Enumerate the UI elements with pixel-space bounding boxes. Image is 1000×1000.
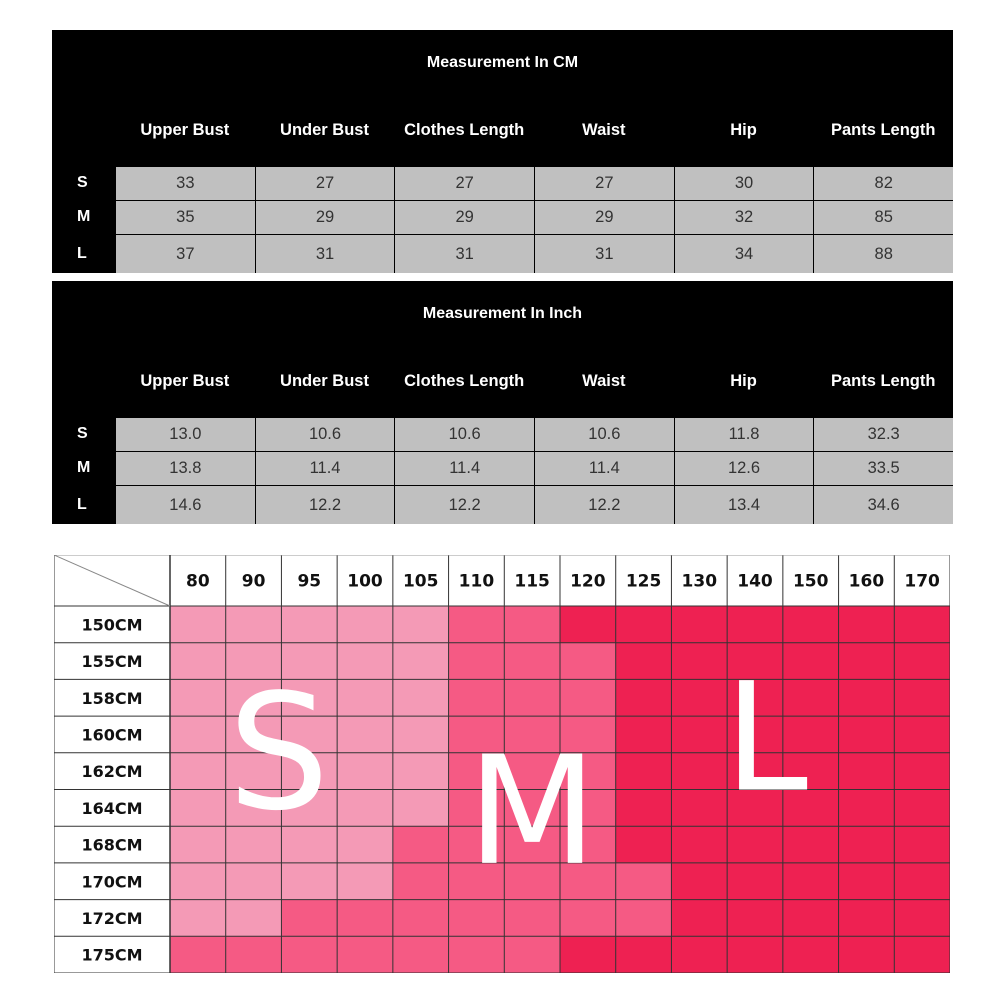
table-header-row (115, 372, 953, 391)
measurement-table-inch (52, 281, 953, 524)
grid-cell (839, 679, 895, 716)
grid-cell (504, 643, 560, 680)
grid-cell (671, 936, 727, 973)
height-header: 162CM (81, 762, 143, 782)
grid-cell (337, 790, 393, 827)
grid-cell (337, 679, 393, 716)
table-row (52, 451, 953, 485)
weight-header: 120 (570, 571, 606, 592)
grid-cell (727, 900, 783, 937)
table-row (52, 166, 953, 200)
grid-cell (504, 606, 560, 643)
grid-cell (616, 679, 672, 716)
grid-cell (671, 900, 727, 937)
grid-cell (170, 716, 226, 753)
grid-cell (393, 716, 449, 753)
grid-cell (393, 790, 449, 827)
size-label: S (77, 174, 88, 191)
grid-cell (504, 900, 560, 937)
table-cell: 31 (535, 234, 674, 273)
table-cell: 31 (256, 234, 395, 273)
height-header: 160CM (81, 725, 143, 745)
grid-cell (671, 643, 727, 680)
table-cell: 13.4 (675, 485, 814, 524)
grid-cell (839, 790, 895, 827)
grid-cell (504, 936, 560, 973)
size-label: L (77, 244, 87, 262)
grid-cell (894, 936, 950, 973)
grid-cell (337, 716, 393, 753)
table-cell: 82 (814, 166, 953, 200)
grid-cell (226, 863, 282, 900)
weight-header: 115 (514, 571, 550, 592)
table-row (52, 234, 953, 273)
grid-cell (783, 606, 839, 643)
grid-cell (393, 863, 449, 900)
table-cell: 32.3 (814, 417, 953, 451)
grid-cell (170, 606, 226, 643)
grid-cell (337, 900, 393, 937)
column-header: Upper Bust (140, 121, 230, 139)
table-title: Measurement In CM (426, 54, 579, 71)
table-cell: 27 (535, 166, 674, 200)
table-cell: 29 (395, 200, 534, 234)
size-label: M (77, 208, 91, 225)
column-header: Clothes Length (404, 372, 525, 390)
table-cell: 32 (675, 200, 814, 234)
size-label: S (77, 425, 88, 442)
weight-header: 150 (792, 571, 829, 592)
table-cell: 27 (256, 166, 395, 200)
weight-header: 105 (402, 571, 439, 592)
height-header: 170CM (81, 872, 143, 892)
column-header: Pants Length (830, 372, 936, 390)
table-cell: 11.4 (395, 451, 534, 485)
grid-cell (337, 863, 393, 900)
column-header: Waist (582, 121, 626, 139)
table-cell: 12.2 (535, 485, 674, 524)
grid-cell (449, 606, 505, 643)
grid-cell (727, 826, 783, 863)
grid-cell (894, 900, 950, 937)
table-header-row (115, 121, 953, 140)
table-cell: 29 (535, 200, 674, 234)
table-row (52, 200, 953, 234)
grid-cell (894, 826, 950, 863)
grid-cell (170, 753, 226, 790)
weight-header: 80 (186, 571, 210, 592)
table-cell: 30 (675, 166, 814, 200)
grid-cell (449, 936, 505, 973)
grid-cell (671, 679, 727, 716)
table-cell: 34.6 (814, 485, 953, 524)
table-cell: 13.0 (116, 417, 255, 451)
weight-header: 110 (458, 571, 495, 592)
height-header: 164CM (81, 798, 143, 818)
grid-cell (894, 679, 950, 716)
table-cell: 33.5 (814, 451, 953, 485)
column-header: Under Bust (280, 372, 369, 390)
grid-cell (616, 790, 672, 827)
grid-cell (839, 606, 895, 643)
grid-cell (839, 753, 895, 790)
table-cell: 85 (814, 200, 953, 234)
grid-cell (393, 643, 449, 680)
weight-header: 130 (681, 571, 718, 592)
grid-cell (337, 936, 393, 973)
grid-cell (839, 643, 895, 680)
weight-header: 95 (297, 571, 322, 592)
weight-header: 170 (904, 571, 940, 592)
size-label: L (77, 495, 87, 513)
grid-cell (727, 936, 783, 973)
weight-header: 140 (737, 571, 773, 592)
table-cell: 11.4 (535, 451, 674, 485)
grid-cell (616, 900, 672, 937)
grid-cell (170, 863, 226, 900)
table-cell: 12.2 (256, 485, 395, 524)
table-cell: 29 (256, 200, 395, 234)
grid-cell (616, 643, 672, 680)
table-cell: 35 (116, 200, 255, 234)
grid-cell (839, 863, 895, 900)
grid-cell (671, 826, 727, 863)
grid-cell (337, 643, 393, 680)
height-header: 155CM (81, 652, 143, 672)
grid-cell (839, 716, 895, 753)
grid-cell (616, 753, 672, 790)
table-row (52, 417, 953, 451)
grid-cell (783, 826, 839, 863)
grid-cell (671, 606, 727, 643)
grid-cell (894, 606, 950, 643)
grid-cell (894, 716, 950, 753)
table-cell: 14.6 (116, 485, 255, 524)
grid-cell (616, 606, 672, 643)
height-header: 175CM (81, 945, 143, 965)
weight-header: 90 (241, 571, 266, 592)
measurement-table-cm (52, 30, 953, 273)
grid-cell (393, 606, 449, 643)
column-header: Pants Length (830, 121, 936, 139)
height-header: 172CM (81, 908, 143, 928)
size-grid-svg (54, 555, 950, 973)
column-header: Hip (730, 121, 757, 139)
size-label-l: L (724, 651, 808, 826)
grid-cell (894, 753, 950, 790)
table-cell: 10.6 (256, 417, 395, 451)
table-cell: 11.4 (256, 451, 395, 485)
grid-cell (839, 826, 895, 863)
size-recommendation-grid (54, 555, 950, 973)
grid-cell (616, 826, 672, 863)
grid-cell (727, 606, 783, 643)
grid-cell (281, 606, 337, 643)
grid-cell (226, 900, 282, 937)
table-cell: 10.6 (535, 417, 674, 451)
table-cell: 31 (395, 234, 534, 273)
grid-cell (449, 679, 505, 716)
weight-header: 100 (347, 571, 383, 592)
table-cell: 12.6 (675, 451, 814, 485)
table-cell: 37 (116, 234, 255, 273)
grid-cell (170, 790, 226, 827)
grid-cell (226, 936, 282, 973)
table-cell: 33 (116, 166, 255, 200)
size-label-m: M (467, 724, 597, 899)
column-header: Clothes Length (404, 121, 525, 139)
grid-cell (281, 863, 337, 900)
grid-cell (281, 900, 337, 937)
table-cell: 34 (675, 234, 814, 273)
height-header: 168CM (81, 835, 143, 855)
grid-cell (170, 679, 226, 716)
grid-cell (560, 679, 616, 716)
grid-cell (393, 679, 449, 716)
grid-cell (727, 863, 783, 900)
grid-cell (671, 863, 727, 900)
grid-cell (671, 753, 727, 790)
grid-cell (337, 753, 393, 790)
grid-cell (783, 863, 839, 900)
grid-cell (281, 936, 337, 973)
grid-cell (560, 606, 616, 643)
grid-cell (894, 863, 950, 900)
table-row (52, 485, 953, 524)
grid-cell (170, 936, 226, 973)
grid-cell (671, 716, 727, 753)
grid-cell (449, 643, 505, 680)
grid-cell (616, 863, 672, 900)
height-header: 150CM (81, 615, 143, 635)
grid-cell (393, 936, 449, 973)
grid-cell (170, 643, 226, 680)
column-header: Under Bust (280, 121, 369, 139)
column-header: Waist (582, 372, 626, 390)
table-cell: 27 (395, 166, 534, 200)
grid-cell (783, 900, 839, 937)
height-header: 158CM (81, 688, 143, 708)
weight-header: 160 (848, 571, 885, 592)
table-cell: 11.8 (675, 417, 814, 451)
table-cell: 88 (814, 234, 953, 273)
table-cell: 13.8 (116, 451, 255, 485)
grid-cell (560, 900, 616, 937)
table-cell: 12.2 (395, 485, 534, 524)
grid-cell (393, 753, 449, 790)
table-title: Measurement In Inch (422, 305, 583, 322)
grid-cell (560, 643, 616, 680)
grid-cell (337, 826, 393, 863)
grid-cell (616, 716, 672, 753)
grid-cell (449, 900, 505, 937)
grid-cell (504, 679, 560, 716)
grid-cell (616, 936, 672, 973)
table-cell: 10.6 (395, 417, 534, 451)
size-label: M (77, 459, 91, 476)
column-header: Hip (730, 372, 757, 390)
column-header: Upper Bust (140, 372, 230, 390)
grid-cell (671, 790, 727, 827)
weight-header: 125 (625, 571, 662, 592)
grid-cell (170, 900, 226, 937)
grid-cell (783, 936, 839, 973)
grid-cell (337, 606, 393, 643)
grid-cell (839, 936, 895, 973)
grid-cell (560, 936, 616, 973)
grid-cell (393, 826, 449, 863)
grid-cell (170, 826, 226, 863)
grid-cell (393, 900, 449, 937)
grid-cell (839, 900, 895, 937)
size-label-s: S (227, 658, 330, 846)
grid-cell (226, 606, 282, 643)
grid-cell (894, 790, 950, 827)
grid-cell (894, 643, 950, 680)
